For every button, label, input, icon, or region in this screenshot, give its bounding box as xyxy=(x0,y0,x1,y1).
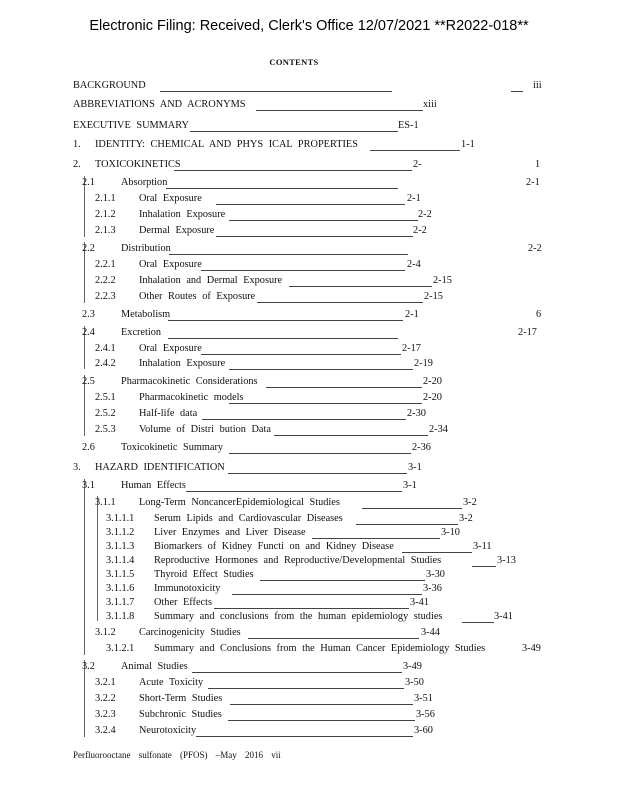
toc-page-number: 3-51 xyxy=(414,693,433,704)
toc-page-number: 2-17 xyxy=(518,327,537,338)
toc-leader-line xyxy=(402,552,472,553)
toc-leader-line xyxy=(230,704,413,705)
toc-leader-line xyxy=(229,453,411,454)
toc-entry-title: Human Effects xyxy=(121,480,186,491)
toc-page-number: 3-49 xyxy=(403,661,422,672)
toc-entry-number: 3.1.2.1 xyxy=(106,643,135,654)
toc-leader-line xyxy=(208,688,404,689)
toc-page-number: xiii xyxy=(423,99,437,110)
toc-entry-number: 2.2 xyxy=(82,243,95,254)
toc-entry-title: Liver Enzymes and Liver Disease xyxy=(154,527,306,538)
toc-page-number: 1-1 xyxy=(461,139,475,150)
toc-entry-title: Inhalation Exposure xyxy=(139,209,226,220)
toc-page-number: 2-2 xyxy=(413,225,427,236)
toc-entry-title: Oral Exposure xyxy=(139,343,202,354)
toc-leader-line xyxy=(260,580,425,581)
toc-entry-number: 3.1.1.4 xyxy=(106,555,135,566)
toc-leader-line xyxy=(186,491,402,492)
toc-page-number: 2-15 xyxy=(424,291,443,302)
toc-entry-title: Half-life data xyxy=(139,408,198,419)
toc-page-number: 3-36 xyxy=(423,583,442,594)
toc-leader-line xyxy=(192,672,402,673)
toc-entry-number: 2.5 xyxy=(82,376,95,387)
toc-entry-title: Summary and conclusions from the human epidemiology studies xyxy=(154,611,443,622)
toc-leader-line xyxy=(229,403,422,404)
indent-bracket-line xyxy=(97,496,98,621)
toc-leader-line xyxy=(160,91,392,92)
toc-entry-title: Inhalation and Dermal Exposure xyxy=(139,275,283,286)
contents-title: CONTENTS xyxy=(269,57,319,67)
toc-entry-number: 3.2 xyxy=(82,661,95,672)
document-footer: Perfluorooctane sulfonate (PFOS) –May 2016 vii xyxy=(73,750,281,760)
toc-page-number: 3-2 xyxy=(459,513,473,524)
toc-entry-number: 2.1.3 xyxy=(95,225,116,236)
toc-leader-line xyxy=(229,369,413,370)
toc-leader-line xyxy=(256,110,423,111)
toc-entry-number: 2.5.3 xyxy=(95,424,116,435)
toc-leader-line xyxy=(166,188,398,189)
toc-page-number: 2-1 xyxy=(405,309,419,320)
toc-leader-line xyxy=(232,594,422,595)
toc-page-number-continued: 1 xyxy=(535,159,541,170)
indent-bracket-line xyxy=(84,479,85,655)
toc-page-number: 3-50 xyxy=(405,677,424,688)
toc-page-number: 3-41 xyxy=(494,611,513,622)
toc-entry-number: 3.1 xyxy=(82,480,95,491)
toc-entry-title: Summary and Conclusions from the Human Cancer Epidemiology Studies xyxy=(154,643,486,654)
toc-entry-title: Metabolism xyxy=(121,309,171,320)
toc-entry-number: 3.1.1.3 xyxy=(106,541,135,552)
toc-entry-number: 3. xyxy=(73,462,81,473)
toc-entry-title: Reproductive Hormones and Reproductive/Developmental Studies xyxy=(154,555,442,566)
toc-leader-line xyxy=(216,236,413,237)
toc-entry-title: Animal Studies xyxy=(121,661,188,672)
toc-entry-title: ABBREVIATIONS AND ACRONYMS xyxy=(73,99,246,110)
toc-leader-line xyxy=(257,302,423,303)
toc-page-number: 3-44 xyxy=(421,627,440,638)
toc-page-number: 3-10 xyxy=(441,527,460,538)
toc-entry-title: Serum Lipids and Cardiovascular Diseases xyxy=(154,513,343,524)
toc-entry-number: 2.2.2 xyxy=(95,275,116,286)
toc-leader-line xyxy=(362,508,462,509)
toc-entry-title: Other Routes of Exposure xyxy=(139,291,256,302)
toc-entry-title: TOXICOKINETICS xyxy=(95,159,181,170)
toc-leader-line xyxy=(201,354,401,355)
toc-leader-line xyxy=(266,387,422,388)
toc-leader-line xyxy=(174,170,412,171)
toc-leader-line xyxy=(472,566,496,567)
toc-page-number: 2-1 xyxy=(526,177,540,188)
toc-entry-title: Oral Exposure xyxy=(139,259,202,270)
toc-page-number: 2-4 xyxy=(407,259,421,270)
toc-entry-title: BACKGROUND xyxy=(73,80,146,91)
toc-entry-title: Absorption xyxy=(121,177,168,188)
toc-page-number: 2-2 xyxy=(418,209,432,220)
toc-entry-title: IDENTITY: CHEMICAL AND PHYS ICAL PROPERTIES xyxy=(95,139,358,150)
toc-page-number: 2-20 xyxy=(423,392,442,403)
toc-page-number: 3-60 xyxy=(414,725,433,736)
toc-entry-number: 2.1.1 xyxy=(95,193,116,204)
toc-page-number: 2-36 xyxy=(412,442,431,453)
toc-entry-number: 3.1.1.5 xyxy=(106,569,135,580)
toc-leader-line xyxy=(201,270,405,271)
toc-leader-line xyxy=(511,91,523,92)
toc-entry-title: Biomarkers of Kidney Functi on and Kidney Disease xyxy=(154,541,394,552)
toc-page-number: 3-13 xyxy=(497,555,516,566)
toc-entry-title: Pharmacokinetic Considerations xyxy=(121,376,258,387)
toc-entry-number: 3.2.1 xyxy=(95,677,116,688)
toc-page-number: 2-19 xyxy=(414,358,433,369)
toc-page-number: 2-2 xyxy=(528,243,542,254)
toc-entry-number: 1. xyxy=(73,139,81,150)
toc-page-number: 2-15 xyxy=(433,275,452,286)
toc-leader-line xyxy=(229,220,418,221)
toc-entry-title: Long-Term NoncancerEpidemiological Studies xyxy=(139,497,340,508)
toc-leader-line xyxy=(228,473,407,474)
toc-page-number: iii xyxy=(533,80,542,91)
toc-page-number: 3-2 xyxy=(463,497,477,508)
toc-entry-number: 3.2.3 xyxy=(95,709,116,720)
toc-entry-number: 2.1.2 xyxy=(95,209,116,220)
toc-entry-title: EXECUTIVE SUMMARY xyxy=(73,120,189,131)
toc-entry-number: 3.2.2 xyxy=(95,693,116,704)
toc-entry-number: 2.6 xyxy=(82,442,95,453)
toc-entry-title: Toxicokinetic Summary xyxy=(121,442,224,453)
toc-entry-number: 3.1.1.8 xyxy=(106,611,135,622)
toc-leader-line xyxy=(168,338,398,339)
toc-entry-number: 3.1.1.2 xyxy=(106,527,135,538)
toc-page-number: 3-1 xyxy=(403,480,417,491)
toc-entry-number: 2.4 xyxy=(82,327,95,338)
toc-entry-title: Thyroid Effect Studies xyxy=(154,569,254,580)
toc-entry-number: 3.1.1.7 xyxy=(106,597,135,608)
toc-entry-title: Short-Term Studies xyxy=(139,693,223,704)
toc-entry-title: Acute Toxicity xyxy=(139,677,204,688)
toc-page-number: 3-41 xyxy=(410,597,429,608)
toc-leader-line xyxy=(462,622,494,623)
toc-page-number-continued: 6 xyxy=(536,309,542,320)
toc-leader-line xyxy=(248,638,419,639)
toc-entry-number: 2.4.1 xyxy=(95,343,116,354)
toc-leader-line xyxy=(214,608,409,609)
toc-leader-line xyxy=(274,435,428,436)
toc-page-number: 3-11 xyxy=(473,541,492,552)
toc-page-number: 2-30 xyxy=(407,408,426,419)
toc-leader-line xyxy=(370,150,460,151)
toc-entry-title: Dermal Exposure xyxy=(139,225,215,236)
toc-entry-title: Neurotoxicity xyxy=(139,725,197,736)
toc-leader-line xyxy=(289,286,432,287)
toc-page-number: 2-17 xyxy=(402,343,421,354)
toc-entry-title: Oral Exposure xyxy=(139,193,202,204)
toc-entry-number: 2.4.2 xyxy=(95,358,116,369)
toc-page-number: 3-30 xyxy=(426,569,445,580)
toc-leader-line xyxy=(202,419,406,420)
toc-entry-number: 2.2.1 xyxy=(95,259,116,270)
toc-page-number: 2-1 xyxy=(407,193,421,204)
toc-leader-line xyxy=(228,720,415,721)
toc-page-number: 3-1 xyxy=(408,462,422,473)
toc-entry-title: Volume of Distri bution Data xyxy=(139,424,271,435)
toc-entry-title: Other Effects xyxy=(154,597,212,608)
toc-entry-number: 3.2.4 xyxy=(95,725,116,736)
toc-entry-number: 3.1.2 xyxy=(95,627,116,638)
toc-page-number: 2- xyxy=(413,159,422,170)
toc-leader-line xyxy=(216,204,405,205)
toc-entry-number: 2. xyxy=(73,159,81,170)
toc-leader-line xyxy=(356,524,458,525)
toc-leader-line xyxy=(169,254,408,255)
toc-entry-title: Pharmacokinetic models xyxy=(139,392,244,403)
toc-entry-number: 3.1.1.1 xyxy=(106,513,135,524)
toc-entry-number: 3.1.1.6 xyxy=(106,583,135,594)
toc-entry-number: 2.3 xyxy=(82,309,95,320)
toc-entry-number: 2.5.1 xyxy=(95,392,116,403)
toc-entry-title: Carcinogenicity Studies xyxy=(139,627,241,638)
toc-entry-title: HAZARD IDENTIFICATION xyxy=(95,462,225,473)
toc-page-number: 2-34 xyxy=(429,424,448,435)
toc-leader-line xyxy=(168,320,403,321)
toc-page-number: 2-20 xyxy=(423,376,442,387)
toc-leader-line xyxy=(312,538,440,539)
toc-entry-number: 2.1 xyxy=(82,177,95,188)
filing-stamp: Electronic Filing: Received, Clerk's Office 12/07/2021 **R2022-018** xyxy=(89,18,529,34)
toc-entry-title: Excretion xyxy=(121,327,162,338)
toc-entry-number: 2.2.3 xyxy=(95,291,116,302)
toc-page-number: 3-49 xyxy=(522,643,541,654)
toc-leader-line xyxy=(190,131,398,132)
toc-entry-title: Immunotoxicity xyxy=(154,583,221,594)
toc-entry-title: Inhalation Exposure xyxy=(139,358,226,369)
toc-page-number: 3-56 xyxy=(416,709,435,720)
toc-entry-title: Distribution xyxy=(121,243,171,254)
toc-page-number: ES-1 xyxy=(398,120,419,131)
toc-entry-number: 3.1.1 xyxy=(95,497,116,508)
toc-entry-title: Subchronic Studies xyxy=(139,709,222,720)
toc-leader-line xyxy=(196,736,413,737)
toc-entry-number: 2.5.2 xyxy=(95,408,116,419)
